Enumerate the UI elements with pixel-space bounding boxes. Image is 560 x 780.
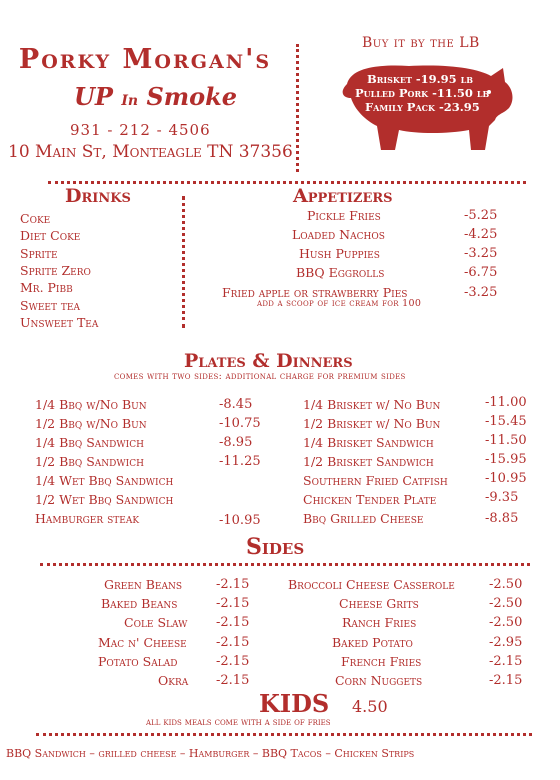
sides-title: Sides: [246, 534, 305, 560]
appetizer-price: -6.75: [464, 265, 498, 280]
plate-name: 1/2 Brisket w/ No Bun: [303, 416, 441, 431]
plate-name: 1/2 Brisket Sandwich: [303, 454, 434, 469]
appetizer-price: -4.25: [464, 227, 498, 242]
side-name: Green Beans: [104, 577, 183, 592]
side-name: French Fries: [341, 654, 422, 669]
side-name: Mac n' Cheese: [98, 635, 187, 650]
restaurant-name: Porky Morgan's: [18, 44, 272, 75]
address: 10 Main St, Monteagle TN 37356: [8, 142, 293, 162]
plate-price: -10.75: [219, 416, 261, 431]
plate-name: 1/2 Bbq Sandwich: [35, 454, 144, 469]
by-the-lb-title: Buy it by the LB: [362, 35, 480, 51]
lb-line-family-pack: Family Pack -23.95: [365, 100, 480, 114]
plate-price: -11.50: [485, 433, 527, 448]
plate-name: 1/2 Bbq w/No Bun: [35, 416, 147, 431]
appetizer-price: -5.25: [464, 208, 498, 223]
plate-name: 1/4 Brisket Sandwich: [303, 435, 434, 450]
plate-name: 1/2 Wet Bbq Sandwich: [35, 492, 174, 507]
plates-title: Plates & Dinners: [184, 350, 353, 372]
drink-item: Mr. Pibb: [20, 280, 73, 295]
side-price: -2.15: [216, 596, 250, 611]
appetizer-price: -3.25: [464, 246, 498, 261]
plate-price: -15.45: [485, 414, 527, 429]
tagline-end: Smoke: [146, 82, 238, 111]
kids-note: all kids meals come with a side of fries: [146, 717, 331, 728]
side-name: Baked Beans: [101, 596, 178, 611]
plate-name: Bbq Grilled Cheese: [303, 511, 424, 526]
appetizer-note: add a scoop of ice cream for 100: [257, 298, 422, 309]
side-price: -2.15: [216, 615, 250, 630]
drink-item: Sprite: [20, 246, 58, 261]
side-name: Cheese Grits: [339, 596, 419, 611]
side-price: -2.50: [489, 577, 523, 592]
side-price: -2.50: [489, 596, 523, 611]
side-name: Broccoli Cheese Casserole: [288, 577, 455, 592]
header-divider: [296, 44, 299, 172]
plate-price: -10.95: [485, 471, 527, 486]
plate-price: -15.95: [485, 452, 527, 467]
plate-name: 1/4 Brisket w/ No Bun: [303, 397, 441, 412]
tagline-small: In: [121, 93, 139, 109]
side-name: Cole Slaw: [124, 615, 188, 630]
kids-title: KIDS: [259, 689, 330, 718]
appetizer-name: Loaded Nachos: [292, 227, 385, 242]
side-price: -2.15: [216, 673, 250, 688]
plate-name: 1/4 Wet Bbq Sandwich: [35, 473, 174, 488]
plate-name: Chicken Tender Plate: [303, 492, 437, 507]
side-name: Potato Salad: [98, 654, 178, 669]
section-divider: [48, 181, 526, 184]
kids-divider: [36, 733, 532, 736]
plate-price: -9.35: [485, 490, 519, 505]
kids-items: BBQ Sandwich – grilled cheese – Hamburger – BBQ Tacos – Chicken Strips: [6, 747, 415, 760]
appetizer-name: Pickle Fries: [307, 208, 381, 223]
appetizers-title: Appetizers: [293, 185, 393, 207]
side-price: -2.15: [489, 654, 523, 669]
plate-name: Southern Fried Catfish: [303, 473, 448, 488]
drink-item: Unsweet Tea: [20, 315, 99, 330]
plate-price: -10.95: [219, 513, 261, 528]
phone-number: 931 - 212 - 4506: [70, 121, 211, 139]
appetizer-name: Hush Puppies: [299, 246, 380, 261]
drinks-divider: [182, 196, 185, 328]
drink-item: Diet Coke: [20, 228, 81, 243]
plate-price: -8.95: [219, 435, 253, 450]
side-price: -2.15: [489, 673, 523, 688]
side-name: Corn Nuggets: [335, 673, 423, 688]
appetizer-name: BBQ Eggrolls: [296, 265, 385, 280]
appetizer-price: -3.25: [464, 285, 498, 300]
drink-item: Sweet tea: [20, 298, 81, 313]
restaurant-tagline: [74, 82, 237, 111]
plates-subtitle: comes with two sides: additional charge for premium sides: [114, 371, 406, 382]
side-name: Baked Potato: [332, 635, 413, 650]
side-name: Ranch Fries: [342, 615, 417, 630]
drink-item: Coke: [20, 211, 51, 226]
side-price: -2.15: [216, 654, 250, 669]
plate-price: -11.25: [219, 454, 261, 469]
pig-graphic: [337, 54, 515, 154]
kids-price: 4.50: [352, 697, 388, 716]
side-name: Okra: [158, 673, 189, 688]
plate-name: 1/4 Bbq Sandwich: [35, 435, 144, 450]
side-price: -2.50: [489, 615, 523, 630]
side-price: -2.15: [216, 577, 250, 592]
appetizer-name: Fried apple or strawberry Pies: [222, 285, 408, 300]
sides-divider: [40, 563, 530, 566]
lb-line-brisket: Brisket -19.95 lb: [367, 72, 474, 86]
plate-name: 1/4 Bbq w/No Bun: [35, 397, 147, 412]
side-price: -2.15: [216, 635, 250, 650]
lb-line-pulled-pork: Pulled Pork -11.50 lb: [355, 86, 490, 100]
tagline-main: UP: [74, 82, 113, 111]
plate-name: Hamburger steak: [35, 511, 140, 526]
drink-item: Sprite Zero: [20, 263, 91, 278]
plate-price: -8.45: [219, 397, 253, 412]
plate-price: -8.85: [485, 511, 519, 526]
drinks-title: Drinks: [65, 185, 131, 207]
side-price: -2.95: [489, 635, 523, 650]
plate-price: -11.00: [485, 395, 527, 410]
